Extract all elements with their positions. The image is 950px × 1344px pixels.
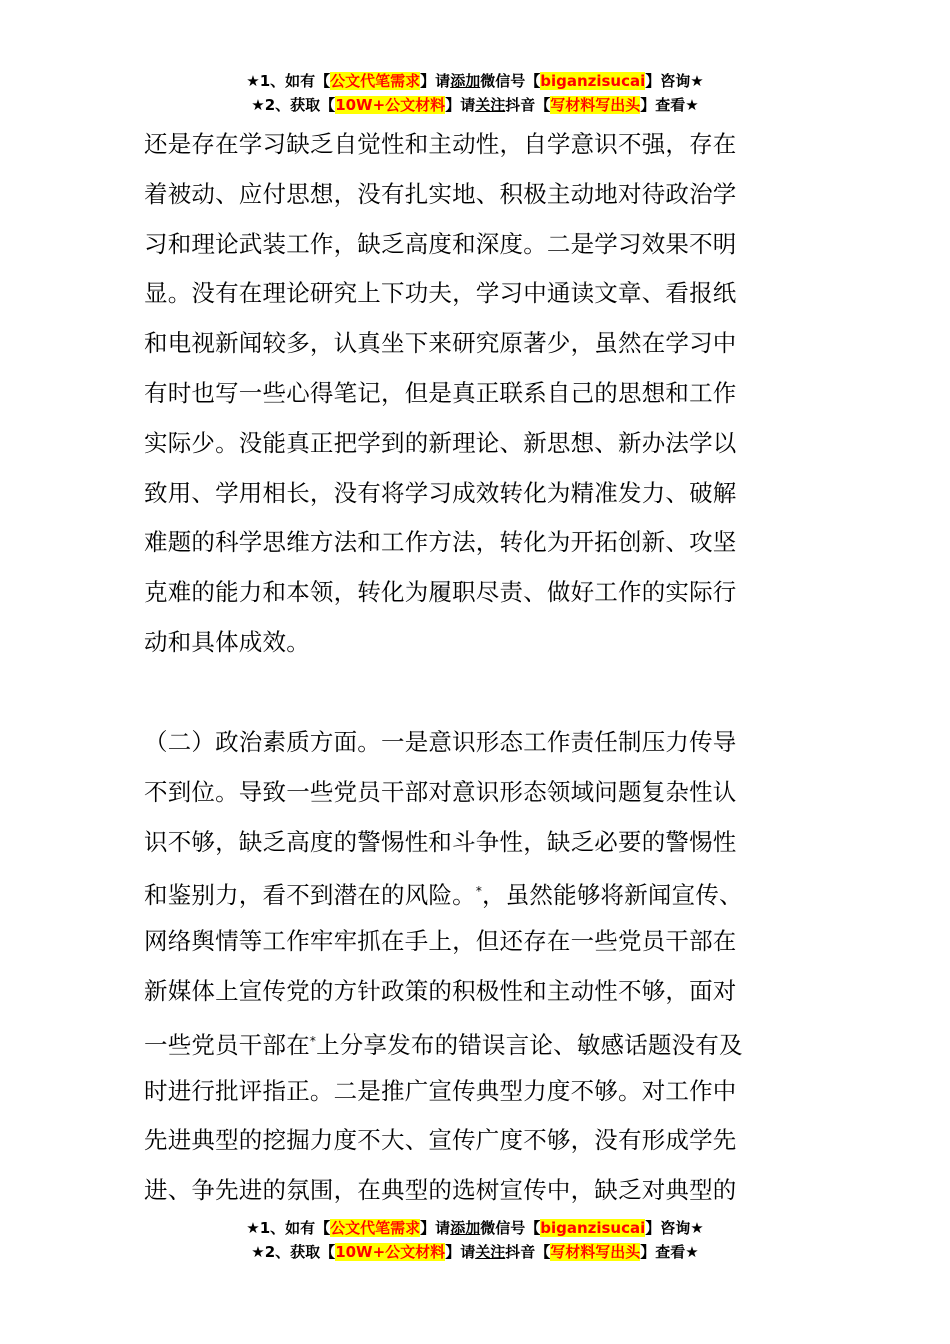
- paragraph-line: 新媒体上宣传党的方针政策的积极性和主动性不够，面对: [144, 976, 737, 1005]
- banner-text: ★1、如有【: [246, 1219, 331, 1237]
- paragraph-line: 网络舆情等工作牢牢抓在手上，但还存在一些党员干部在: [144, 927, 737, 956]
- banner-text: 】请: [420, 72, 451, 90]
- paragraph-line: 习和理论武装工作，缺乏高度和深度。二是学习效果不明: [144, 229, 737, 258]
- banner-line-2: [0, 93, 950, 117]
- banner-underline: 关注: [475, 96, 506, 114]
- paragraph-1: [144, 120, 808, 668]
- paragraph-line: 有时也写一些心得笔记，但是真正联系自己的思想和工作: [144, 378, 737, 407]
- paragraph-text: 上分享发布的错误言论、敏感话题没有及: [316, 1030, 743, 1059]
- banner-text: 抖音【: [505, 1243, 551, 1261]
- paragraph-line: 不到位。导致一些党员干部对意识形态领域问题复杂性认: [144, 777, 737, 806]
- paragraph-text: 一些党员干部在: [144, 1030, 310, 1059]
- paragraph-line: 识不够，缺乏高度的警惕性和斗争性，缺乏必要的警惕性: [144, 827, 737, 856]
- banner-highlight: 写材料写出头: [550, 96, 641, 114]
- banner-text: 】咨询★: [645, 1219, 704, 1237]
- banner-highlight: biganzisucai: [540, 1219, 646, 1237]
- banner-text: 微信号【: [480, 1219, 541, 1237]
- paragraph-line: 克难的能力和本领，转化为履职尽责、做好工作的实际行: [144, 578, 737, 607]
- paragraph-2: [144, 718, 808, 1216]
- banner-highlight: 公文代笔需求: [330, 1219, 421, 1237]
- banner-highlight: 10W+公文材料: [335, 1243, 446, 1261]
- paragraph-line: 先进典型的挖掘力度不大、宣传广度不够，没有形成学先: [144, 1126, 737, 1155]
- banner-underline: 添加: [450, 1219, 481, 1237]
- banner-text: 】查看★: [640, 1243, 699, 1261]
- banner-text: ★1、如有【: [246, 72, 331, 90]
- banner-line-1: [0, 69, 950, 93]
- paragraph-line: [144, 1017, 808, 1067]
- paragraph-line: 进、争先进的氛围，在典型的选树宣传中，缺乏对典型的: [144, 1176, 737, 1205]
- banner-text: 】查看★: [640, 96, 699, 114]
- banner-highlight: biganzisucai: [540, 72, 646, 90]
- paragraph-line: 时进行批评指正。二是推广宣传典型力度不够。对工作中: [144, 1076, 737, 1105]
- paragraph-line: 和电视新闻较多，认真坐下来研究原著少，虽然在学习中: [144, 329, 737, 358]
- banner-text: 】咨询★: [645, 72, 704, 90]
- banner-underline: 添加: [450, 72, 481, 90]
- banner-text: 】请: [445, 1243, 476, 1261]
- paragraph-line: 显。没有在理论研究上下功夫，学习中通读文章、看报纸: [144, 279, 737, 308]
- paragraph-line: 难题的科学思维方法和工作方法，转化为开拓创新、攻坚: [144, 528, 737, 557]
- banner-line-1: [0, 1216, 950, 1240]
- banner-highlight: 公文代笔需求: [330, 72, 421, 90]
- banner-line-2: [0, 1240, 950, 1264]
- paragraph-line: 着被动、应付思想，没有扎实地、积极主动地对待政治学: [144, 179, 737, 208]
- banner-text: 抖音【: [505, 96, 551, 114]
- banner-underline: 关注: [475, 1243, 506, 1261]
- banner-text: ★2、获取【: [251, 1243, 336, 1261]
- paragraph-line: （二）政治素质方面。一是意识形态工作责任制压力传导: [144, 728, 737, 756]
- paragraph-line: [144, 867, 808, 917]
- banner-highlight: 10W+公文材料: [335, 96, 446, 114]
- footer-banner: [0, 1216, 950, 1264]
- banner-text: ★2、获取【: [251, 96, 336, 114]
- paragraph-line: 动和具体成效。: [144, 627, 310, 656]
- paragraph-text: ，虽然能够将新闻宣传、: [482, 881, 743, 910]
- banner-text: 微信号【: [480, 72, 541, 90]
- banner-highlight: 写材料写出头: [550, 1243, 641, 1261]
- banner-text: 】请: [445, 96, 476, 114]
- asterisk-mark: *: [309, 1033, 317, 1048]
- paragraph-line: 实际少。没能真正把学到的新理论、新思想、新办法学以: [144, 428, 737, 457]
- header-banner: [0, 69, 950, 117]
- paragraph-line: 致用、学用相长，没有将学习成效转化为精准发力、破解: [144, 478, 737, 507]
- paragraph-text: 和鉴别力，看不到潜在的风险。: [144, 881, 476, 910]
- banner-text: 】请: [420, 1219, 451, 1237]
- paragraph-line: 还是存在学习缺乏自觉性和主动性，自学意识不强，存在: [144, 130, 737, 158]
- asterisk-mark: *: [475, 884, 483, 899]
